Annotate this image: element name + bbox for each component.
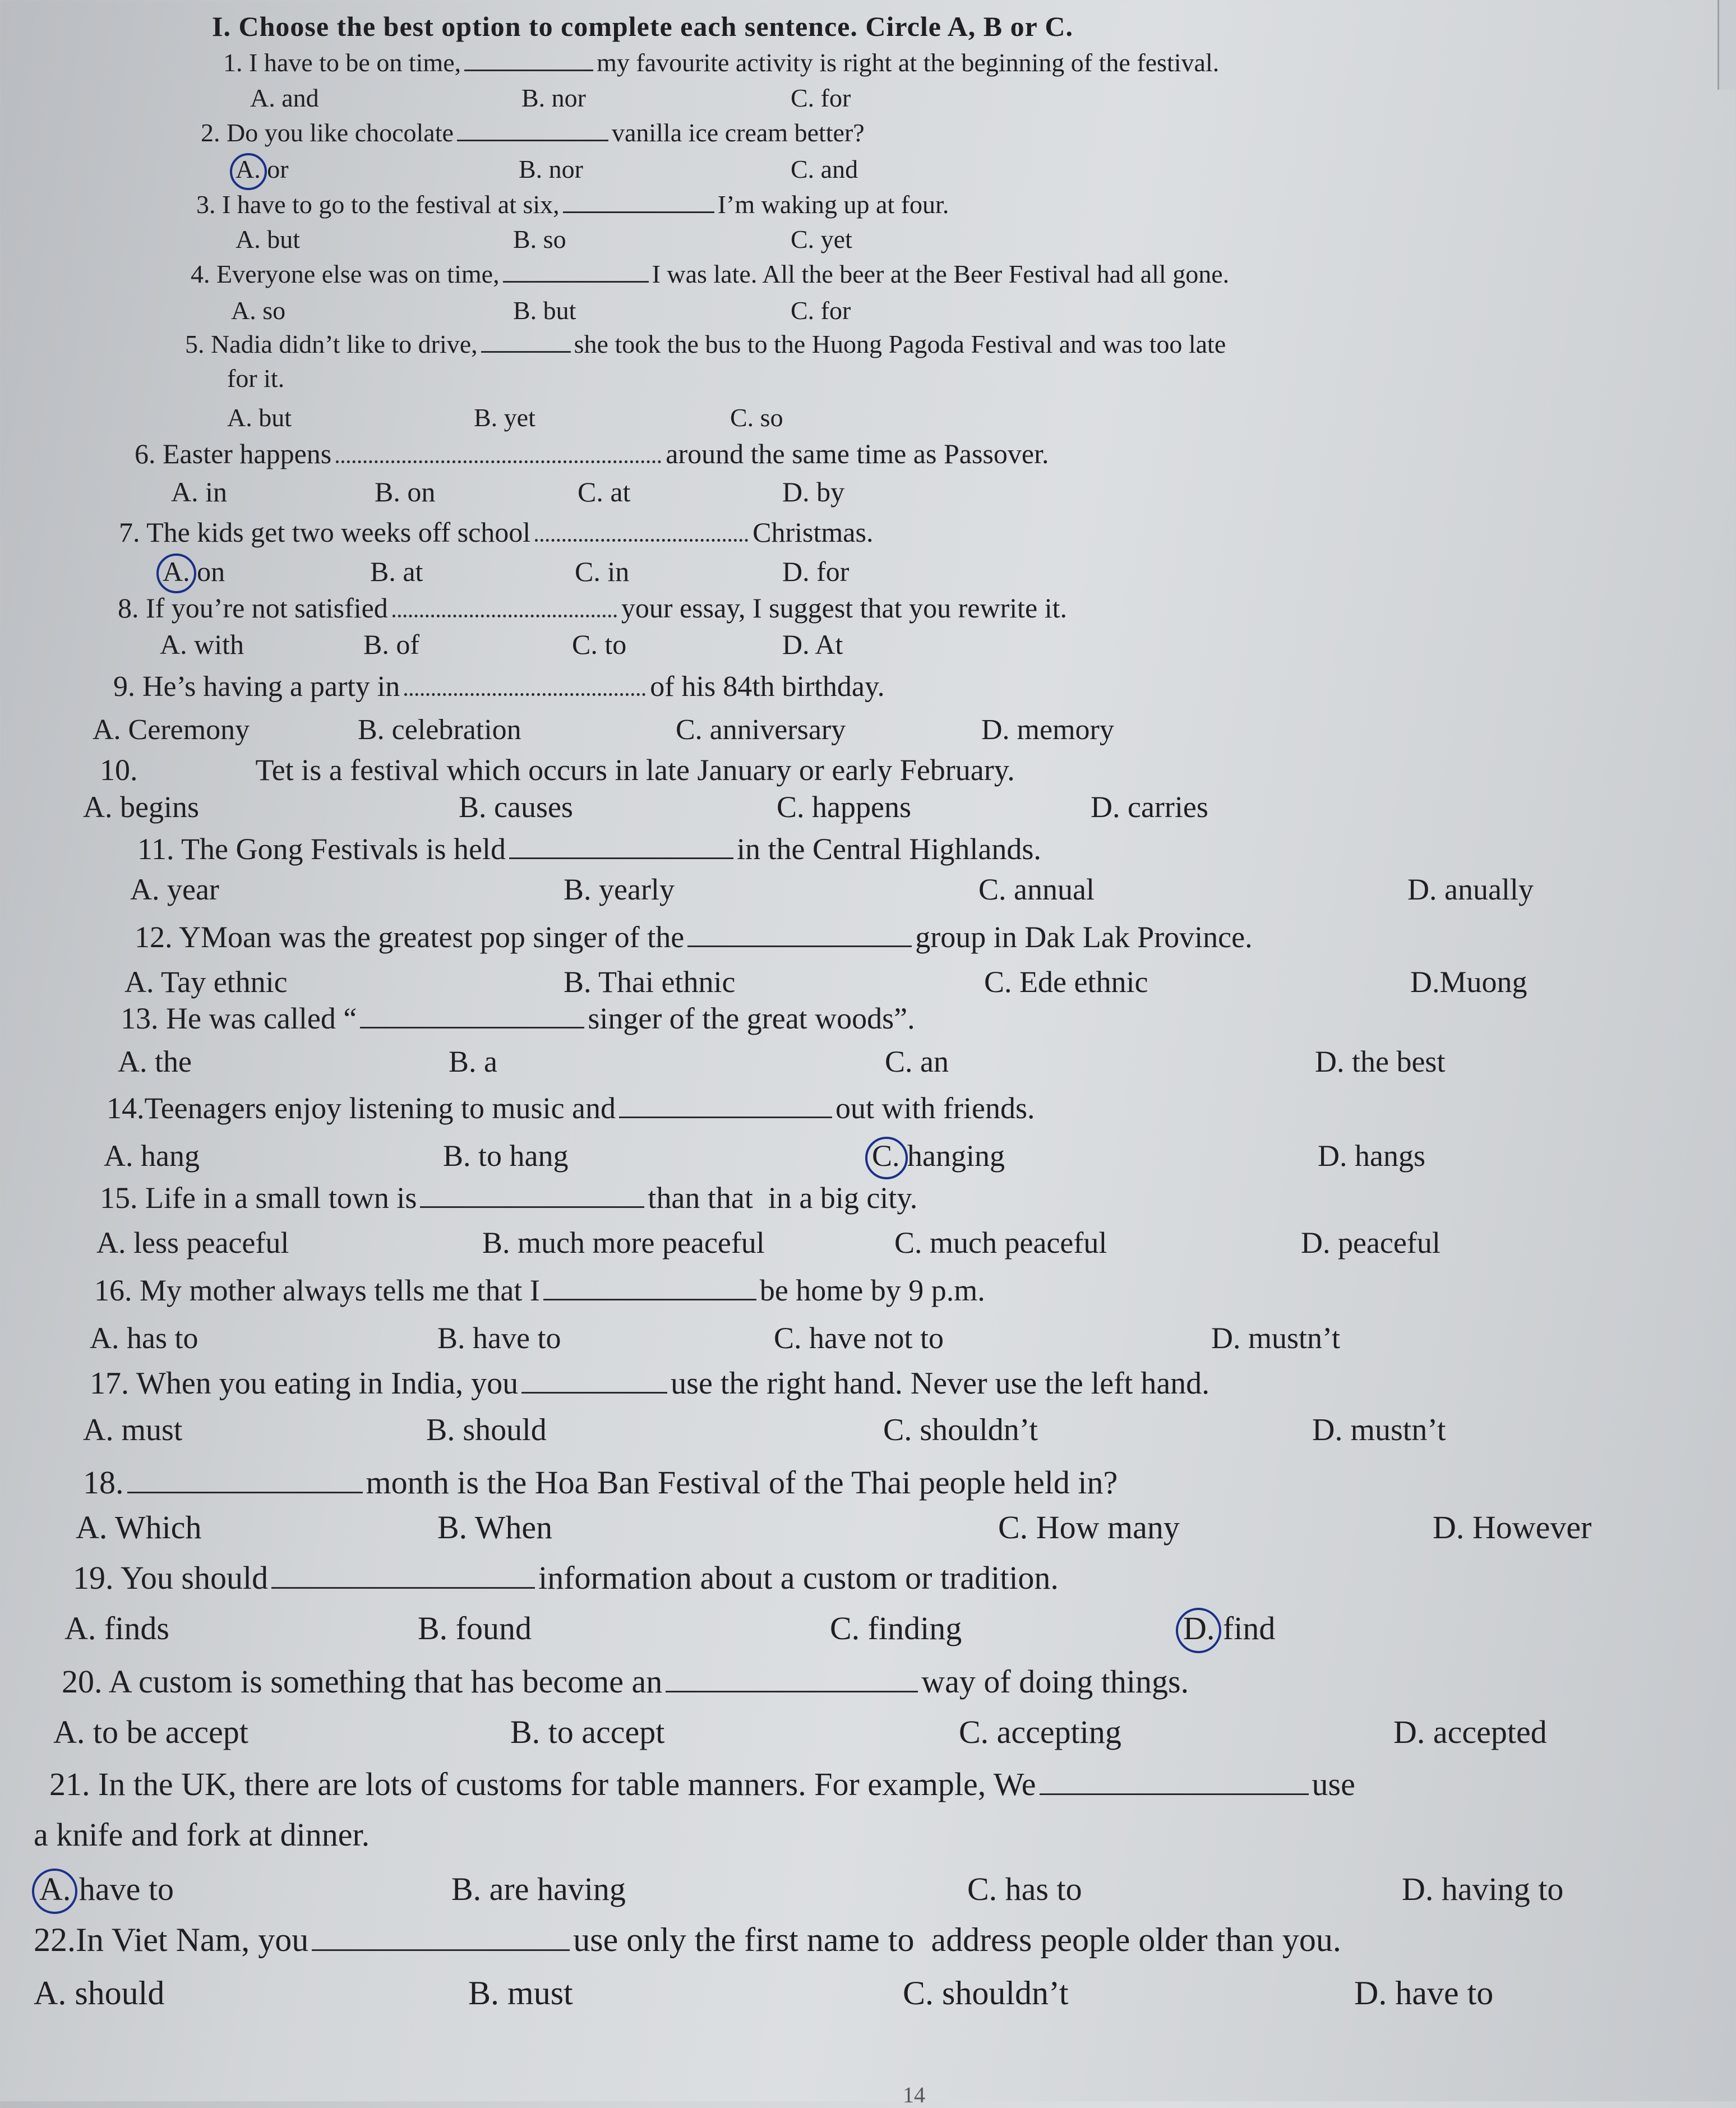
stem-before-blank: 19. You should — [73, 1560, 269, 1596]
option-b[interactable]: B. Thai ethnic — [564, 965, 736, 999]
option-c[interactable]: C. finding — [830, 1610, 962, 1646]
option-c[interactable]: C. so — [730, 403, 783, 432]
option-a[interactable]: A. on — [163, 556, 225, 587]
option-d[interactable]: D. having to — [1402, 1871, 1564, 1907]
question-stem — [107, 1091, 1035, 1126]
stem-before-blank: 6. Easter happens — [135, 438, 332, 469]
option-c[interactable]: C. annual — [978, 873, 1095, 906]
option-c[interactable]: C. accepting — [959, 1714, 1121, 1750]
option-b[interactable]: B. nor — [521, 84, 586, 112]
stem-before-blank: 17. When you eating in India, you — [90, 1366, 519, 1401]
option-a[interactable]: A. with — [160, 629, 244, 660]
option-b[interactable]: B. a — [449, 1045, 497, 1078]
option-b[interactable]: B. have to — [437, 1321, 561, 1355]
option-a[interactable]: A. hang — [104, 1139, 200, 1173]
stem-after-blank: group in Dak Lak Province. — [915, 920, 1253, 954]
answer-blank[interactable] — [360, 1026, 584, 1028]
stem-after-blank: she took the bus to the Huong Pagoda Festival and was too late — [574, 330, 1226, 358]
option-d[interactable]: D. the best — [1315, 1045, 1446, 1078]
option-d[interactable]: D. for — [782, 556, 849, 587]
option-d[interactable]: D.Muong — [1410, 965, 1527, 999]
option-b[interactable]: B. When — [437, 1509, 553, 1546]
option-a[interactable]: A. begins — [83, 790, 199, 824]
option-c[interactable]: C. much peaceful — [894, 1226, 1107, 1260]
answer-blank[interactable] — [312, 1949, 570, 1951]
option-b[interactable]: B. found — [418, 1610, 532, 1646]
stem-after-blank: in the Central Highlands. — [736, 832, 1041, 866]
page-edge — [1717, 0, 1736, 90]
stem-after-blank: use only the first name to address people older than you. — [573, 1921, 1341, 1958]
option-d[interactable]: D. find — [1183, 1610, 1276, 1646]
option-d[interactable]: D. At — [782, 629, 843, 660]
option-d[interactable]: D. anually — [1407, 873, 1534, 906]
option-c[interactable]: C. to — [572, 629, 627, 660]
question-stem — [185, 329, 1226, 359]
stem-before-blank: 3. I have to go to the festival at six, — [196, 190, 560, 219]
answer-blank[interactable] — [1040, 1793, 1309, 1795]
question-stem — [201, 118, 865, 147]
option-d[interactable]: D. accepted — [1393, 1714, 1547, 1750]
stem-after-blank: than that in a big city. — [648, 1181, 918, 1215]
option-b[interactable]: B. are having — [451, 1871, 626, 1907]
option-c[interactable]: C. How many — [998, 1509, 1180, 1546]
option-c[interactable]: C. shouldn’t — [883, 1413, 1038, 1447]
option-c[interactable]: C. an — [885, 1045, 949, 1078]
answer-blank[interactable] — [481, 350, 571, 353]
question-stem — [118, 592, 1067, 624]
option-c[interactable]: C. and — [791, 155, 858, 183]
stem-before-blank: 8. If you’re not satisfied — [118, 592, 388, 624]
stem-after-blank: singer of the great woods”. — [588, 1002, 915, 1035]
stem-before-blank: 20. A custom is something that has become an — [62, 1663, 663, 1700]
option-d[interactable]: D. mustn’t — [1312, 1413, 1446, 1447]
option-c[interactable]: C. hanging — [872, 1139, 1005, 1173]
answer-circle-mark — [1176, 1608, 1221, 1653]
option-b[interactable]: B. but — [513, 296, 576, 325]
stem-before-blank: 12. YMoan was the greatest pop singer of the — [135, 920, 685, 954]
answer-blank[interactable] — [619, 1116, 832, 1118]
question-stem — [121, 1001, 915, 1036]
option-b[interactable]: B. on — [375, 476, 436, 508]
question-stem — [196, 190, 949, 219]
stem-after-blank: around the same time as Passover. — [666, 438, 1049, 469]
option-c[interactable]: C. in — [575, 556, 630, 587]
option-a[interactable]: A. has to — [90, 1321, 198, 1355]
stem-before-blank: 9. He’s having a party in — [113, 671, 400, 703]
option-b[interactable]: B. nor — [519, 155, 583, 183]
option-c[interactable]: C. shouldn’t — [903, 1975, 1069, 2012]
answer-blank[interactable] — [521, 1391, 667, 1394]
option-a[interactable]: A. but — [236, 225, 300, 253]
option-b[interactable]: B. to hang — [443, 1139, 569, 1173]
option-d[interactable]: D. However — [1433, 1509, 1592, 1546]
option-b[interactable]: B. should — [426, 1413, 547, 1447]
stem-before-blank: 21. In the UK, there are lots of customs for table manners. For example, We — [49, 1766, 1036, 1802]
option-d[interactable]: D. hangs — [1318, 1139, 1425, 1173]
stem-after-blank: month is the Hoa Ban Festival of the Thai people held in? — [366, 1464, 1118, 1501]
answer-blank[interactable] — [509, 857, 733, 859]
question-stem — [137, 832, 1041, 866]
option-c[interactable]: C. at — [578, 476, 631, 508]
option-b[interactable]: B. must — [468, 1975, 573, 2012]
answer-blank[interactable] — [464, 69, 593, 71]
option-c[interactable]: C. anniversary — [676, 714, 846, 746]
answer-circle-mark — [32, 1869, 77, 1914]
question-stem — [135, 920, 1253, 954]
answer-blank[interactable] — [336, 460, 661, 463]
answer-circle-mark — [865, 1137, 908, 1179]
answer-blank[interactable] — [666, 1690, 918, 1692]
stem-after-blank: your essay, I suggest that you rewrite it. — [621, 592, 1068, 624]
answer-blank[interactable] — [404, 693, 645, 696]
option-a[interactable]: A. the — [118, 1045, 192, 1078]
stem-after-blank: I was late. All the beer at the Beer Festival had all gone. — [652, 260, 1230, 288]
question-stem — [223, 48, 1219, 77]
answer-blank[interactable] — [271, 1586, 535, 1589]
answer-blank[interactable] — [687, 945, 912, 947]
question-stem — [94, 1273, 985, 1308]
option-a[interactable]: A. Tay ethnic — [124, 965, 288, 999]
option-a[interactable]: A. less peaceful — [96, 1226, 289, 1260]
stem-after-blank: my favourite activity is right at the beginning of the festival. — [597, 48, 1220, 77]
option-d[interactable]: D. have to — [1354, 1975, 1494, 2012]
stem-after-blank: I’m waking up at four. — [717, 190, 949, 219]
stem-continuation: a knife and fork at dinner. — [34, 1816, 370, 1853]
option-c[interactable]: C. happens — [777, 790, 911, 824]
option-a[interactable]: A. should — [34, 1975, 165, 2012]
stem-before-blank: 10. — [100, 753, 138, 787]
section-heading: I. Choose the best option to complete each sentence. Circle A, B or C. — [212, 11, 1074, 42]
option-c[interactable]: C. have not to — [774, 1321, 944, 1355]
option-b[interactable]: B. celebration — [358, 714, 521, 746]
answer-blank[interactable] — [457, 139, 608, 141]
option-a[interactable]: A. or — [236, 155, 289, 183]
option-b[interactable]: B. much more peaceful — [482, 1226, 765, 1260]
stem-after-blank: of his 84th birthday. — [650, 671, 885, 703]
option-a[interactable]: A. must — [83, 1413, 183, 1447]
option-d[interactable]: D. peaceful — [1301, 1226, 1440, 1260]
stem-before-blank: 13. He was called “ — [121, 1002, 357, 1035]
answer-blank[interactable] — [543, 1298, 756, 1300]
option-b[interactable]: B. yearly — [564, 873, 675, 906]
stem-after-blank: vanilla ice cream better? — [611, 118, 865, 147]
option-b[interactable]: B. of — [363, 629, 419, 660]
answer-blank[interactable] — [127, 1491, 363, 1493]
stem-after-blank: way of doing things. — [921, 1663, 1189, 1700]
answer-blank[interactable] — [535, 538, 748, 542]
option-a[interactable]: A. Ceremony — [93, 714, 250, 746]
page-number: 14 — [903, 2082, 925, 2107]
option-c[interactable]: C. has to — [967, 1871, 1082, 1907]
stem-before-blank: 11. The Gong Festivals is held — [137, 832, 506, 866]
stem-after-blank: use — [1312, 1766, 1355, 1802]
answer-blank[interactable] — [420, 1206, 644, 1208]
option-b[interactable]: B. causes — [459, 790, 573, 824]
answer-circle-mark — [230, 153, 267, 190]
stem-before-blank: 16. My mother always tells me that I — [94, 1274, 540, 1307]
question-stem — [135, 437, 1049, 470]
option-a[interactable]: A. to be accept — [53, 1714, 248, 1750]
option-c[interactable]: C. for — [791, 296, 851, 325]
option-c[interactable]: C. for — [791, 84, 851, 112]
question-stem — [73, 1559, 1059, 1597]
stem-before-blank: 1. I have to be on time, — [223, 48, 461, 77]
option-a[interactable]: A. in — [171, 476, 227, 508]
option-a[interactable]: A. Which — [76, 1509, 202, 1546]
option-b[interactable]: B. so — [513, 225, 566, 253]
option-a[interactable]: A. and — [250, 84, 319, 112]
option-a[interactable]: A. year — [130, 873, 219, 906]
stem-after-blank: be home by 9 p.m. — [759, 1274, 985, 1307]
option-c[interactable]: C. Ede ethnic — [984, 965, 1148, 999]
question-stem — [113, 670, 885, 703]
option-a[interactable]: A. finds — [64, 1610, 169, 1646]
option-d[interactable]: D. mustn’t — [1211, 1321, 1341, 1355]
question-stem — [34, 1921, 1341, 1959]
question-stem — [90, 1366, 1209, 1401]
option-c[interactable]: C. yet — [791, 225, 852, 253]
option-a[interactable]: A. but — [227, 403, 292, 432]
stem-after-blank: information about a custom or tradition. — [538, 1560, 1059, 1596]
stem-before-blank: 4. Everyone else was on time, — [191, 260, 500, 288]
question-stem — [119, 516, 873, 548]
question-stem — [83, 1464, 1118, 1501]
option-d[interactable]: D. carries — [1091, 790, 1208, 824]
answer-circle-mark — [156, 553, 196, 593]
stem-before-blank: 14.Teenagers enjoy listening to music and — [107, 1091, 616, 1125]
stem-before-blank: 15. Life in a small town is — [100, 1181, 417, 1215]
stem-before-blank: 7. The kids get two weeks off school — [119, 516, 531, 548]
stem-before-blank: 2. Do you like chocolate — [201, 118, 454, 147]
stem-continuation: for it. — [227, 364, 285, 393]
option-b[interactable]: B. yet — [474, 403, 535, 432]
answer-blank[interactable] — [563, 211, 714, 213]
stem-after-blank: Christmas. — [752, 516, 874, 548]
stem-after-blank: Tet is a festival which occurs in late January or early February. — [255, 753, 1015, 787]
stem-after-blank: use the right hand. Never use the left hand. — [671, 1366, 1210, 1401]
answer-blank[interactable] — [503, 280, 649, 283]
option-b[interactable]: B. to accept — [510, 1714, 665, 1750]
question-stem — [62, 1663, 1189, 1700]
stem-before-blank: 22.In Viet Nam, you — [34, 1921, 309, 1958]
stem-after-blank: out with friends. — [835, 1091, 1035, 1125]
option-d[interactable]: D. memory — [981, 714, 1114, 746]
option-a[interactable]: A. have to — [39, 1871, 174, 1907]
stem-before-blank: 5. Nadia didn’t like to drive, — [185, 330, 478, 358]
stem-before-blank: 18. — [83, 1464, 124, 1501]
question-stem — [100, 753, 1015, 787]
option-a[interactable]: A. so — [231, 296, 286, 325]
option-d[interactable]: D. by — [782, 476, 845, 508]
question-stem — [100, 1180, 917, 1215]
answer-blank[interactable] — [393, 614, 617, 617]
option-b[interactable]: B. at — [370, 556, 423, 587]
question-stem — [191, 259, 1229, 289]
question-stem — [49, 1765, 1355, 1803]
